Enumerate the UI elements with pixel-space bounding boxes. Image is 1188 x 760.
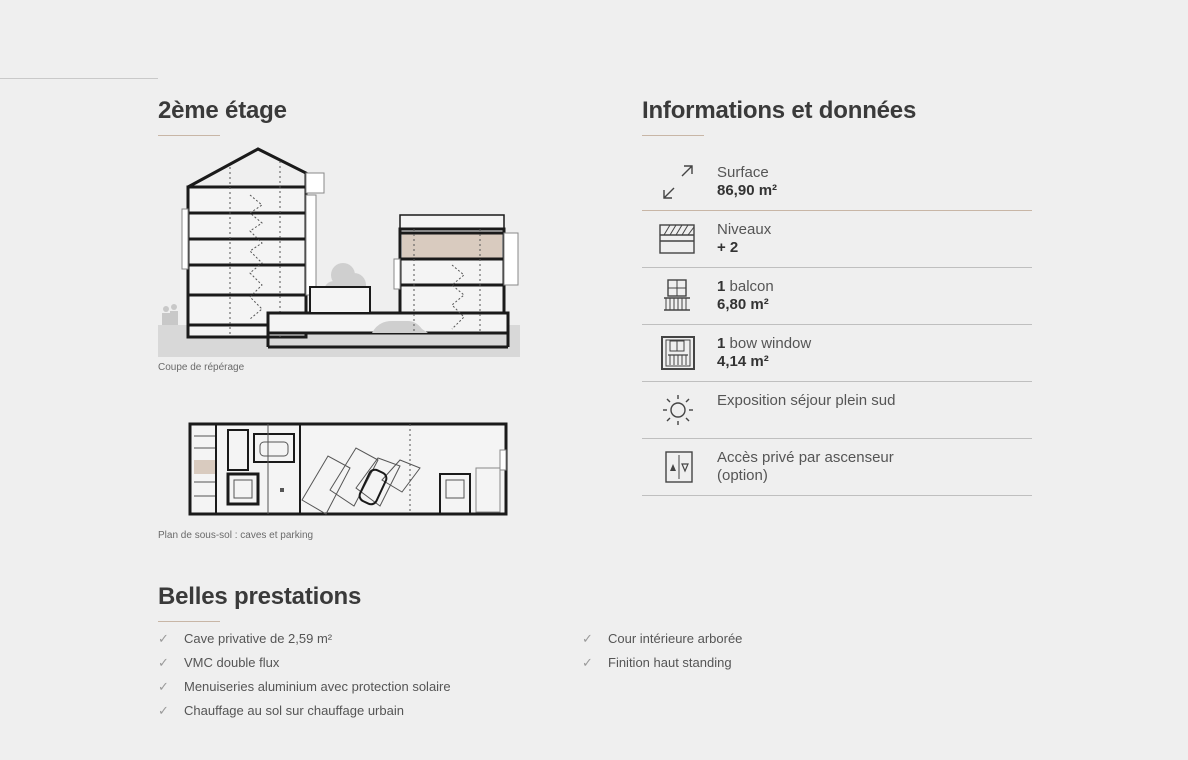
info-row-elevator xyxy=(642,439,1032,496)
floor-title-block xyxy=(158,97,287,136)
prestations-title-block xyxy=(158,583,361,622)
feature-text: Cour intérieure arborée xyxy=(608,631,743,646)
list-item xyxy=(158,654,451,678)
feature-text: Menuiseries aluminium avec protection solaire xyxy=(184,679,451,694)
building-section-drawing xyxy=(158,147,522,359)
title-underline xyxy=(158,135,220,136)
title-underline xyxy=(158,621,220,622)
balcony-value: 6,80 m² xyxy=(717,296,769,313)
floor-title: 2ème étage xyxy=(158,97,287,124)
info-row-balcony xyxy=(642,268,1032,325)
sun-icon xyxy=(658,392,698,428)
prestations-title: Belles prestations xyxy=(158,583,362,610)
section-caption: Coupe de répérage xyxy=(158,362,245,373)
check-icon: ✓ xyxy=(158,631,169,646)
balcony-label: balcon xyxy=(729,278,774,295)
surface-arrows-icon xyxy=(658,164,698,200)
top-divider xyxy=(0,78,158,79)
levels-icon xyxy=(658,221,698,257)
feature-text: Cave privative de 2,59 m² xyxy=(184,631,333,646)
list-item xyxy=(158,678,451,702)
balcony-count: 1 xyxy=(717,278,726,295)
elevator-label: Accès privé par ascenseur xyxy=(717,449,894,466)
surface-label: Surface xyxy=(717,164,769,181)
surface-value: 86,90 m² xyxy=(717,182,778,199)
prestations-list-right xyxy=(582,630,742,678)
info-row-levels xyxy=(642,211,1032,268)
check-icon: ✓ xyxy=(158,655,169,670)
info-row-surface xyxy=(642,154,1032,211)
levels-value: + 2 xyxy=(717,239,739,256)
list-item xyxy=(158,702,451,726)
check-icon: ✓ xyxy=(158,679,169,694)
plan-caption: Plan de sous-sol : caves et parking xyxy=(158,530,314,541)
exposure-label: Exposition séjour plein sud xyxy=(717,392,896,409)
info-row-bow-window xyxy=(642,325,1032,382)
title-underline xyxy=(642,135,704,136)
elevator-note: (option) xyxy=(717,467,768,484)
basement-plan-drawing xyxy=(188,420,510,520)
levels-label: Niveaux xyxy=(717,221,772,238)
elevator-icon xyxy=(658,449,698,485)
bow-window-icon xyxy=(658,335,698,371)
bow-window-value: 4,14 m² xyxy=(717,353,769,370)
list-item xyxy=(582,654,742,678)
check-icon: ✓ xyxy=(582,631,593,646)
info-row-exposure xyxy=(642,382,1032,439)
check-icon: ✓ xyxy=(158,703,169,718)
feature-text: Chauffage au sol sur chauffage urbain xyxy=(184,703,404,718)
feature-text: Finition haut standing xyxy=(608,655,732,670)
list-item xyxy=(582,630,742,654)
prestations-list-left xyxy=(158,630,451,726)
info-title: Informations et données xyxy=(642,97,917,124)
balcony-icon xyxy=(658,278,698,314)
feature-text: VMC double flux xyxy=(184,655,280,670)
info-list xyxy=(642,154,1032,496)
info-title-block xyxy=(642,97,916,136)
list-item xyxy=(158,630,451,654)
bow-window-label: bow window xyxy=(729,335,812,352)
check-icon: ✓ xyxy=(582,655,593,670)
bow-window-count: 1 xyxy=(717,335,726,352)
